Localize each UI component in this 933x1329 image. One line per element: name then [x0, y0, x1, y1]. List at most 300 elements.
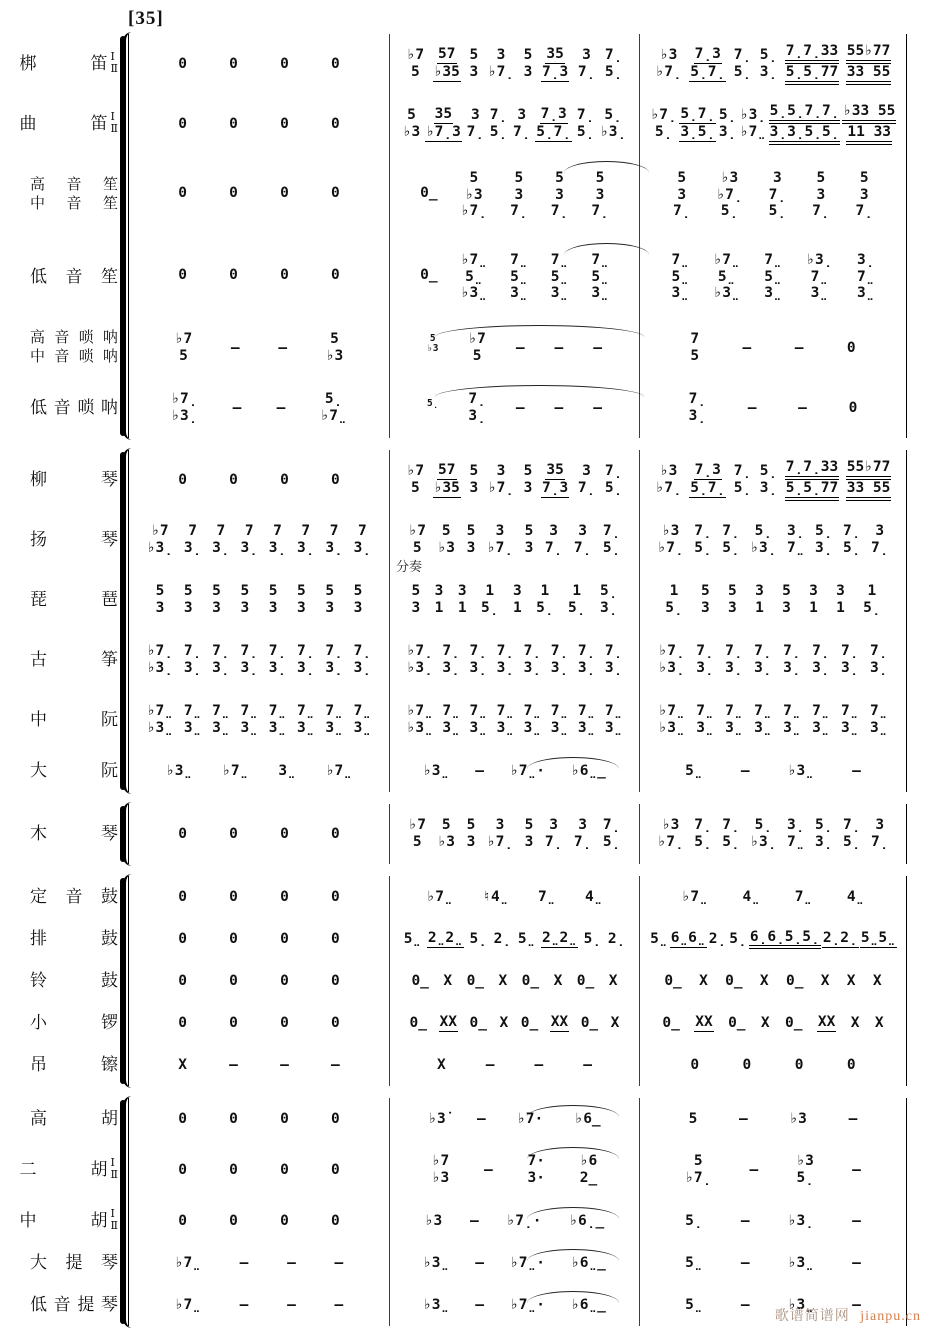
beat-cell [554, 400, 565, 417]
notes: 0 [331, 825, 340, 842]
instrument-name [30, 330, 118, 366]
notes: – [852, 762, 861, 779]
notes: 0 [178, 825, 187, 842]
notes: – [740, 762, 750, 779]
beat-cell [846, 340, 857, 357]
notes: 5̣ [583, 930, 602, 947]
notes: X [437, 1056, 446, 1073]
notes: 0̲ [520, 1014, 539, 1031]
notes: 7̤ [783, 703, 801, 720]
notes: X [443, 972, 453, 989]
instrument-name-text: 古筝 [30, 650, 118, 670]
notes: 3̤ [469, 720, 487, 736]
beat-cell [279, 1111, 290, 1128]
notes: 5̣ [733, 64, 752, 80]
notes: 7̣ [602, 523, 621, 540]
notes: 0 [229, 115, 238, 132]
instrument-name [30, 1109, 118, 1129]
notes: 5 [429, 333, 436, 345]
measure-3-yangqin [640, 510, 907, 570]
notes: ♭7 [406, 47, 425, 64]
notes: – [470, 1212, 479, 1229]
notes: 5̣ [843, 834, 861, 850]
beat-cell [469, 931, 488, 948]
beat-cell [497, 973, 508, 990]
notes: 3 [816, 186, 826, 203]
beat-cell [276, 400, 287, 417]
instrument-name [30, 267, 118, 287]
notes: 7̣ [733, 463, 752, 480]
notes: 7̤ [442, 703, 460, 720]
beat-cell [469, 643, 488, 676]
notes: 3 [549, 817, 558, 834]
notes: 7̤ [591, 251, 609, 268]
notes: 7̣ [696, 643, 714, 660]
notes: 7̣ [783, 643, 801, 660]
notes: ♭6̲ [574, 1110, 601, 1127]
beat-cell [517, 931, 536, 948]
notes: 5 [268, 583, 278, 600]
notes: 0̲ [728, 1014, 746, 1031]
notes: 57 [438, 46, 456, 63]
notes: ♭7̤· [510, 762, 545, 779]
notes: 7̣ [725, 643, 743, 660]
notes: ♭7̤· [510, 1296, 545, 1313]
notes: 7̣3 [694, 46, 721, 63]
beat-cell [846, 43, 892, 84]
notes: 7̣3 [694, 462, 721, 479]
beat-cell [689, 46, 726, 81]
beat-cell [842, 103, 896, 144]
notes: 3̣ [718, 124, 737, 140]
notes: 55♭77 [846, 43, 892, 64]
beat-cell [753, 703, 772, 736]
notes: ♭6̤̲ [570, 762, 606, 779]
instrument-name-text: 大提琴 [30, 1253, 118, 1273]
beat-cell [693, 817, 712, 850]
beat-cell [330, 267, 341, 287]
notes: 5 [469, 463, 479, 480]
beat-cell [749, 1162, 760, 1179]
measure-2-zhonghu [390, 1200, 640, 1242]
beat-cell [785, 459, 839, 500]
notes: – [287, 1254, 296, 1271]
notes: ♭7 [406, 463, 425, 480]
measure-1-daruan [128, 750, 390, 792]
notes: 3 [495, 523, 505, 540]
notes: 0 [331, 888, 340, 905]
beat-cell [239, 703, 258, 736]
notes: 3̤ [754, 720, 772, 736]
staff-brace [120, 1100, 126, 1324]
notes: – [742, 339, 752, 356]
notes: 3̣ [696, 660, 714, 676]
notes: ♭7̣ [460, 203, 487, 220]
part-numeral-2: Ⅱ [110, 1220, 118, 1232]
notes: 3̤ [604, 720, 623, 736]
measure-2-dingyingu [390, 876, 640, 918]
notes: 3 [268, 600, 278, 616]
beat-cell [769, 103, 841, 144]
beat-cell [577, 643, 596, 676]
notes: – [848, 1110, 858, 1127]
beat-cell [228, 1057, 239, 1074]
instrument-name-text: 中阮 [30, 710, 118, 730]
beat-cell [474, 1255, 485, 1272]
notes: 3̣ [212, 660, 230, 676]
notes: 3̣ [815, 834, 833, 850]
measure-3-zhongruan [640, 690, 907, 750]
beat-cell [437, 817, 456, 850]
notes: 3̤ [510, 285, 528, 302]
measure-2-guzheng [390, 630, 640, 690]
notes: 7̣ [722, 817, 740, 834]
instrument-label-wrap [30, 330, 118, 366]
notes: 5 [410, 480, 420, 496]
notes: 7̣7̣33 [785, 43, 839, 64]
beat-cell [279, 1057, 290, 1074]
staff-row-yangqin [0, 510, 933, 570]
notes: 5 [595, 169, 605, 186]
beat-cell [277, 340, 288, 357]
notes: 3 [434, 583, 444, 600]
instrument-label-wrap [30, 650, 118, 670]
beat-cell [814, 523, 833, 556]
notes: 1 [669, 583, 679, 600]
beat-cell [177, 973, 188, 990]
beat-cell [279, 472, 290, 489]
notes: 3 [772, 169, 782, 186]
notes: 0 [331, 1212, 340, 1229]
beat-cell [688, 1111, 699, 1128]
notes: 7̣ [768, 186, 787, 203]
notes: 0̲ [725, 972, 743, 989]
notes: 5 [472, 348, 482, 364]
notes: 5̣ [815, 817, 833, 834]
beat-cell [550, 252, 569, 302]
beat-cell [330, 1213, 341, 1230]
beat-cell [739, 107, 767, 140]
beat-cell [524, 523, 535, 556]
notes: – [331, 1056, 340, 1073]
instrument-label-daruan [0, 750, 128, 792]
beat-cell [657, 817, 685, 850]
notes: 5̣ [815, 523, 833, 540]
notes: 0 [331, 972, 340, 989]
beat-cell [794, 1057, 805, 1074]
notes: X [699, 972, 708, 989]
notes: 5̣ [602, 540, 621, 556]
beat-cell [433, 46, 461, 81]
notes: 3 [297, 600, 306, 616]
notes: ♭3 [659, 47, 678, 64]
beat-cell [523, 643, 542, 676]
notes: 5̣ [568, 600, 586, 616]
beat-cell [177, 826, 188, 843]
staff-row-xiaoluo [0, 1002, 933, 1044]
notes: ♭7̤ [739, 124, 767, 140]
beat-cell [521, 973, 540, 990]
beat-cell [239, 523, 258, 556]
beat-cell [239, 583, 250, 616]
notes: 7̣ [469, 643, 487, 660]
beat-cell [671, 252, 690, 302]
beat-cell [228, 1015, 239, 1032]
beat-cell [509, 170, 528, 220]
beat-cell [279, 973, 290, 990]
notes: 5̣ [754, 523, 773, 540]
notes: 7̤ [725, 703, 743, 720]
notes: 0 [178, 972, 187, 989]
notes: ♭7 [468, 331, 486, 348]
notes: ♭7̤ [174, 1254, 201, 1271]
beat-cell [811, 170, 830, 220]
instrument-label-dingyingu [0, 876, 128, 918]
notes: 35 [546, 46, 564, 63]
beat-cell [787, 1255, 815, 1272]
notes: 2̣ [607, 930, 626, 947]
notes: 33 55 [846, 480, 892, 501]
beat-cell [727, 1015, 746, 1032]
notes: ♭3̤ [460, 285, 487, 302]
instrument-name [30, 887, 118, 907]
notes: 2̲ [579, 1170, 598, 1186]
notes: 7̣ [722, 523, 740, 540]
beat-cell [410, 583, 421, 616]
beat-cell [353, 643, 372, 676]
notes: 3 [809, 583, 818, 600]
notes: 0 [331, 55, 340, 72]
notes: 0 [178, 1110, 187, 1127]
notes: 3̣ [496, 660, 515, 676]
notes: 5̣ [604, 107, 622, 124]
beat-cell [672, 170, 691, 220]
beat-cell [846, 889, 865, 906]
staff-row-gaohu [0, 1098, 933, 1140]
beat-cell [835, 583, 846, 616]
notes: 3 [701, 600, 710, 616]
beat-cell [724, 703, 743, 736]
instrument-label-wrap [30, 971, 118, 991]
beat-cell [279, 267, 290, 287]
beat-cell [279, 56, 290, 73]
notes: 3̣ [688, 408, 707, 424]
notes: 0 [178, 115, 187, 132]
notes: 7̣ [544, 540, 563, 556]
beat-cell [583, 931, 602, 948]
notes: 3̤ [240, 720, 258, 736]
beat-cell [749, 817, 777, 850]
notes: ♭7̣ [657, 540, 684, 556]
instrument-name [30, 1055, 118, 1075]
measure-2-diyinsheng [390, 236, 640, 318]
beat-cell [486, 523, 514, 556]
score [0, 34, 933, 1326]
notes: – [515, 399, 525, 416]
notes: 7̣ [573, 834, 592, 850]
notes: – [287, 1296, 296, 1313]
beat-cell [788, 1111, 807, 1128]
notes: 3̣ [442, 660, 460, 676]
divisi-annotation: 分奏 [396, 559, 423, 574]
notes: 5̣ [604, 480, 623, 496]
notes: – [239, 1254, 249, 1271]
notes: 3 [517, 107, 527, 124]
notes: 3 [495, 817, 505, 834]
beat-cell [749, 929, 821, 950]
notes: 5 [469, 169, 479, 186]
measure-3-gaoyinsuona [640, 318, 907, 378]
notes: 5 [407, 107, 416, 124]
beat-cell [749, 523, 777, 556]
beat-cell [469, 47, 480, 80]
notes: 7̣ [212, 643, 230, 660]
beat-cell [592, 340, 603, 357]
notes: ♭3 [659, 463, 678, 480]
notes: 3̣ [469, 660, 487, 676]
notes: 3· [527, 1170, 545, 1186]
notes: – [794, 339, 804, 356]
beat-cell [869, 703, 888, 736]
beat-cell [742, 889, 761, 906]
notes: 0̲ [466, 972, 485, 989]
beat-cell [848, 400, 859, 417]
part-numeral-1: Ⅰ [110, 1208, 115, 1221]
beat-cell [183, 643, 202, 676]
notes: ♭6̤̲ [570, 1254, 606, 1271]
notes: X [874, 1014, 884, 1031]
notes: 3̤ [442, 720, 460, 736]
instrument-name-text: 高胡 [30, 1109, 118, 1129]
instrument-name-text: 小锣 [30, 1013, 118, 1033]
beat-cell [740, 763, 751, 780]
instrument-name [30, 650, 118, 670]
notes: 6̣6̣5̣5̣ [749, 929, 821, 950]
staff-row-linggu [0, 960, 933, 1002]
beat-cell [286, 1255, 297, 1272]
notes: ♭3̣ [600, 124, 627, 140]
instrument-label-wrap [30, 761, 118, 781]
beat-cell [228, 56, 239, 73]
notes: 5 [441, 523, 451, 540]
instrument-name-text: 低音笙 [30, 267, 118, 287]
notes: ♭7̣ [655, 480, 682, 496]
notes: XX [439, 1014, 457, 1031]
notes: 7 [301, 523, 311, 540]
notes: – [239, 1296, 249, 1313]
notes: – [798, 399, 807, 416]
notes: 3̤ [353, 720, 372, 736]
beat-cell [469, 463, 480, 496]
notes: 3 [582, 47, 591, 64]
notes: 5 [466, 523, 476, 540]
measure-3-liuqin [640, 450, 907, 510]
beat-cell [842, 817, 861, 850]
beat-cell [177, 185, 188, 205]
instrument-name-text: 铃鼓 [30, 971, 118, 991]
beat-cell [576, 973, 595, 990]
beat-cell [469, 703, 488, 736]
notes: – [852, 1296, 861, 1313]
beat-cell [422, 1255, 450, 1272]
notes: 0 [178, 471, 187, 488]
staff-row-gaoyinsheng [0, 154, 933, 236]
beat-cell [724, 643, 743, 676]
notes: 7̤ [696, 703, 714, 720]
notes: 3 [469, 480, 479, 496]
notes: ♭7 [431, 1153, 450, 1170]
notes: – [475, 1254, 484, 1271]
beat-cell [535, 583, 554, 616]
notes: X [178, 1056, 187, 1073]
notes: 3̣ [783, 660, 801, 676]
notes: 5 [325, 583, 335, 600]
notes: 7 [358, 523, 367, 540]
notes: 5̣ [729, 930, 747, 947]
beat-cell [228, 973, 239, 990]
notes: – [749, 1161, 759, 1178]
notes: ♭3 [402, 124, 421, 140]
grace-note [426, 334, 439, 354]
notes: 3̣ [468, 408, 486, 424]
beat-cell [424, 1213, 443, 1230]
notes: 3̤ [550, 720, 569, 736]
notes: 7̤ [469, 703, 487, 720]
notes: 5̤ [671, 268, 689, 285]
beat-cell [684, 1213, 703, 1230]
beat-cell [684, 1153, 712, 1186]
beat-cell [221, 763, 249, 780]
staff-row-daruan [0, 750, 933, 792]
notes: 3̣ [353, 540, 372, 556]
instrument-name [20, 1160, 108, 1180]
staff-row-liuqin [0, 450, 933, 510]
beat-cell [330, 56, 341, 73]
beat-cell [544, 817, 563, 850]
instrument-name [30, 590, 118, 610]
notes: 0 [280, 1212, 289, 1229]
beat-cell [228, 1213, 239, 1230]
beat-cell [684, 1297, 703, 1314]
notes: 7̣ [544, 834, 563, 850]
notes: ♭7̣ [658, 643, 685, 660]
notes: 1 [809, 600, 818, 616]
beat-cell [840, 703, 859, 736]
measure-2-xiaoluo [390, 1002, 640, 1044]
beat-cell [524, 817, 535, 850]
measure-2-cello [390, 1242, 640, 1284]
notes: 5̣7̣ [680, 106, 716, 123]
beat-cell [851, 1255, 862, 1272]
notes: 7̤ [550, 703, 569, 720]
notes: ♭3̤ [146, 720, 174, 736]
notes: 3̣ [325, 660, 343, 676]
instrument-label-muqin [0, 804, 128, 864]
notes: 5̣ [654, 124, 673, 140]
beat-cell [320, 391, 348, 424]
beat-cell [846, 973, 857, 990]
tie-slur [435, 325, 644, 337]
notes: 5 [701, 583, 710, 600]
notes: 2̣ [493, 930, 512, 947]
beat-cell [330, 889, 341, 906]
notes: ♭3 [720, 169, 739, 186]
staff-row-pipa [0, 559, 933, 630]
notes: 3̤ [725, 720, 743, 736]
notes: 35 [434, 106, 453, 123]
notes: ♭7̤ [325, 762, 353, 779]
notes: 0 [229, 267, 238, 284]
